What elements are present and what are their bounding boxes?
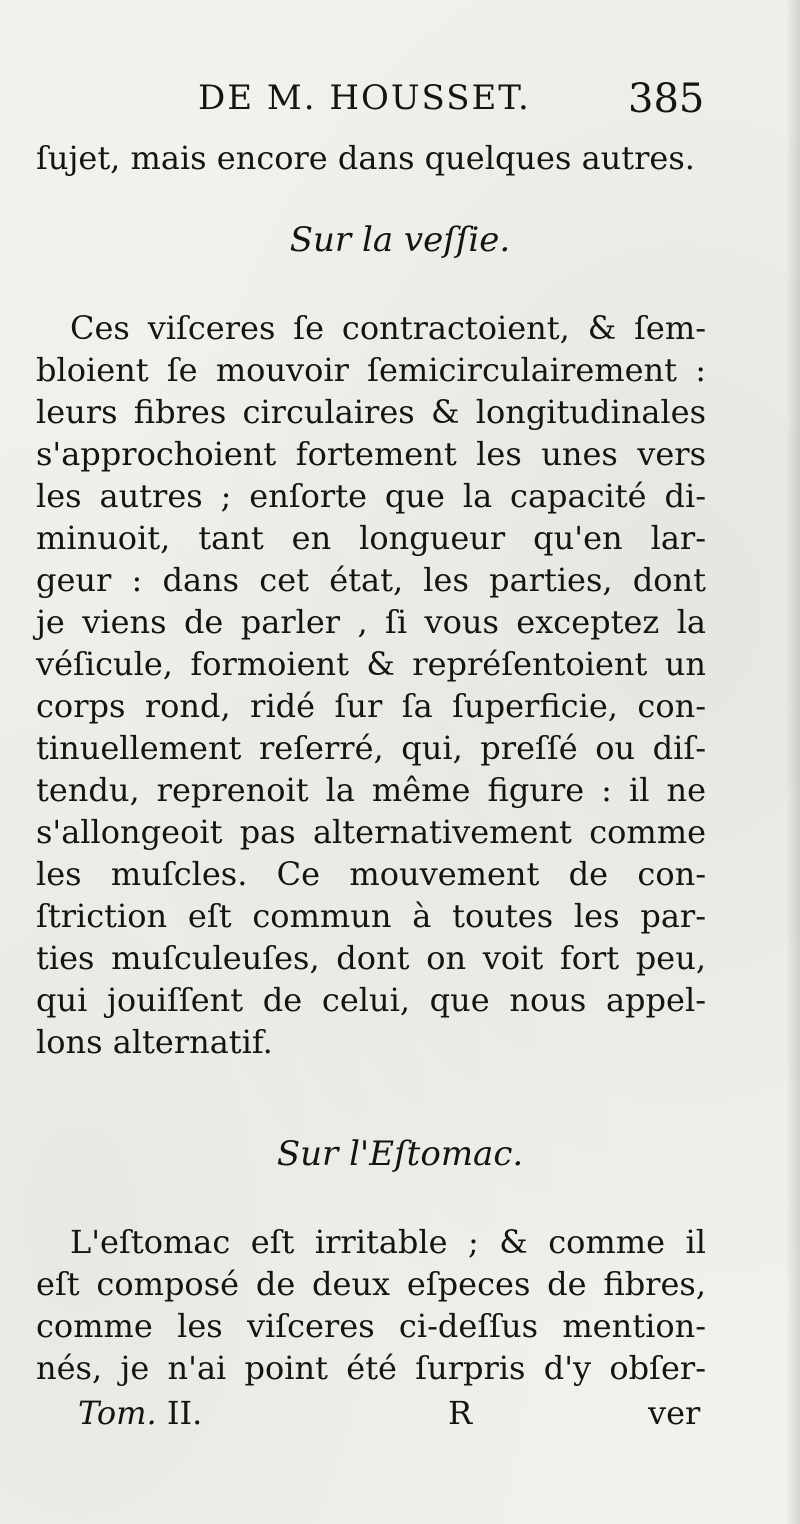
text-line: bloient ſe mouvoir ſemicirculairement : xyxy=(36,351,706,389)
page-number: 385 xyxy=(628,76,705,122)
signature-mark: R xyxy=(448,1394,473,1432)
section-heading-estomac: Sur l'Eſtomac. xyxy=(276,1134,524,1174)
volume-label: Tom. xyxy=(78,1394,157,1432)
text-line: les muſcles. Ce mouvement de con- xyxy=(36,855,706,893)
text-line: minuoit, tant en longueur qu'en lar- xyxy=(36,519,706,557)
text-line: véſicule, formoient & repréſentoient un xyxy=(36,645,706,683)
text-line: corps rond, ridé ſur ſa ſuperficie, con- xyxy=(36,687,706,725)
text-line: eſt composé de deux eſpeces de fibres, xyxy=(36,1265,706,1303)
page-footer xyxy=(0,1394,800,1440)
text-line: tendu, reprenoit la même figure : il ne xyxy=(36,771,706,809)
text-line: je viens de parler , ſi vous exceptez la xyxy=(36,603,706,641)
text-line: lons alternatif. xyxy=(36,1023,273,1061)
text-line: ties muſculeuſes, dont on voit fort peu, xyxy=(36,939,706,977)
text-line: comme les viſceres ci-deſſus mention- xyxy=(36,1307,706,1345)
text-line: geur : dans cet état, les parties, dont xyxy=(36,561,706,599)
text-line: Ces viſceres ſe contractoient, & ſem- xyxy=(70,309,706,347)
text-line: nés, je n'ai point été ſurpris d'y obſer- xyxy=(36,1349,706,1387)
text-line: leurs fibres circulaires & longitudinales xyxy=(36,393,706,431)
catchword: ver xyxy=(648,1394,701,1432)
text-line: tinuellement reſerré, qui, preſſé ou diſ- xyxy=(36,729,706,767)
running-head-title: DE M. HOUSSET. xyxy=(198,78,531,118)
text-line: les autres ; enſorte que la capacité di- xyxy=(36,477,706,515)
volume-number: II. xyxy=(166,1394,203,1432)
text-line: s'approchoient fortement les unes vers xyxy=(36,435,706,473)
text-line: ſtriction eſt commun à toutes les par- xyxy=(36,897,706,935)
text-line: qui jouiſſent de celui, que nous appel- xyxy=(36,981,706,1019)
text-line: s'allongeoit pas alternativement comme xyxy=(36,813,706,851)
text-line: L'eſtomac eſt irritable ; & comme il xyxy=(70,1223,706,1261)
volume-mark xyxy=(78,1394,202,1432)
section-heading-vessie: Sur la veſſie. xyxy=(289,220,511,260)
opening-line: ſujet, mais encore dans quelques autres. xyxy=(36,139,695,177)
running-head xyxy=(0,78,800,128)
